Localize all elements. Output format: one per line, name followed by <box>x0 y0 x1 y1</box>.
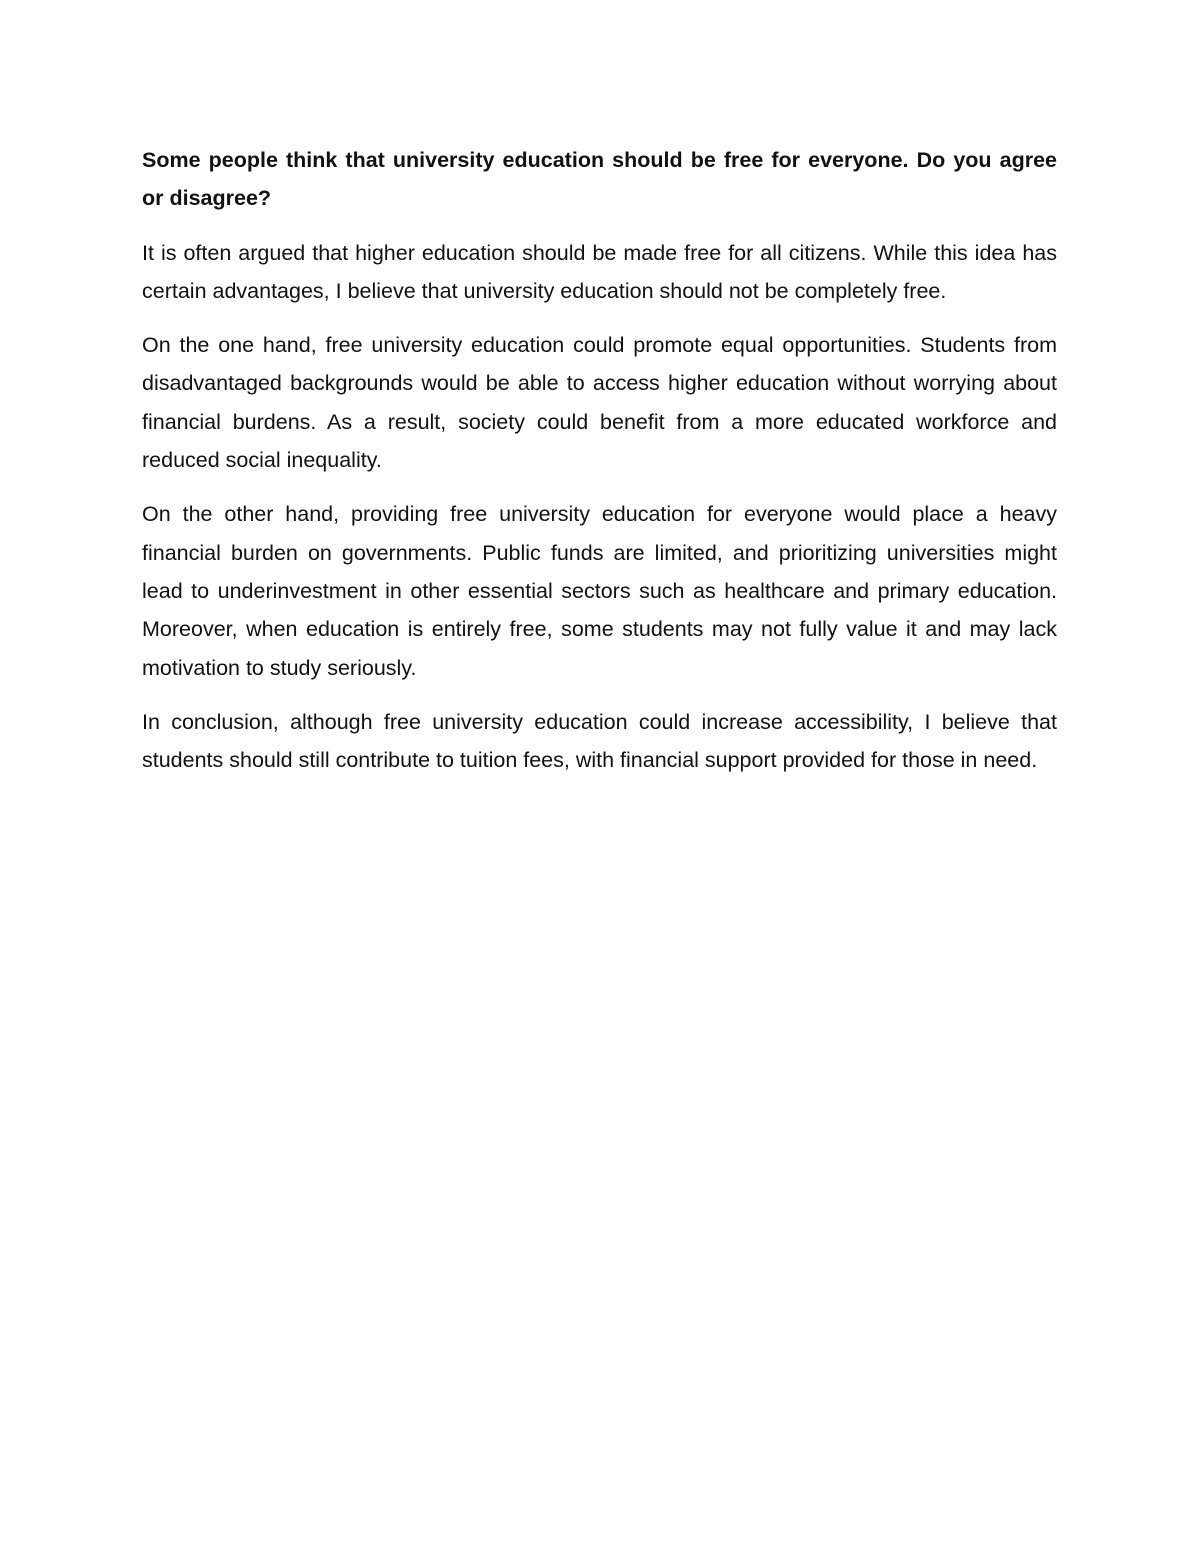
paragraph-advantages: On the one hand, free university education could promote equal opportunities. Students from disadvantaged backgrounds would be able to access higher education without worrying about financial burdens. As a result, society could benefit from a more educated workforce and reduced social inequality. <box>142 333 1057 473</box>
document-body <box>142 141 1057 795</box>
paragraph-disadvantages: On the other hand, providing free university education for everyone would place a heavy financial burden on governments. Public funds are limited, and prioritizing universities might lead to underinvestment in other essential sectors such as healthcare and primary education. Moreover, when education is entirely free, some students may not fully value it and may lack motivation to study seriously. <box>142 502 1057 680</box>
paragraph-introduction: It is often argued that higher education should be made free for all citizens. While this idea has certain advantages, I believe that university education should not be completely free. <box>142 240 1057 303</box>
paragraph-conclusion: In conclusion, although free university education could increase accessibility, I believe that students should still contribute to tuition fees, with financial support provided for those in need. <box>142 709 1057 773</box>
essay-question-title: Some people think that university education should be free for everyone. Do you agree or disagree? <box>142 148 1057 211</box>
